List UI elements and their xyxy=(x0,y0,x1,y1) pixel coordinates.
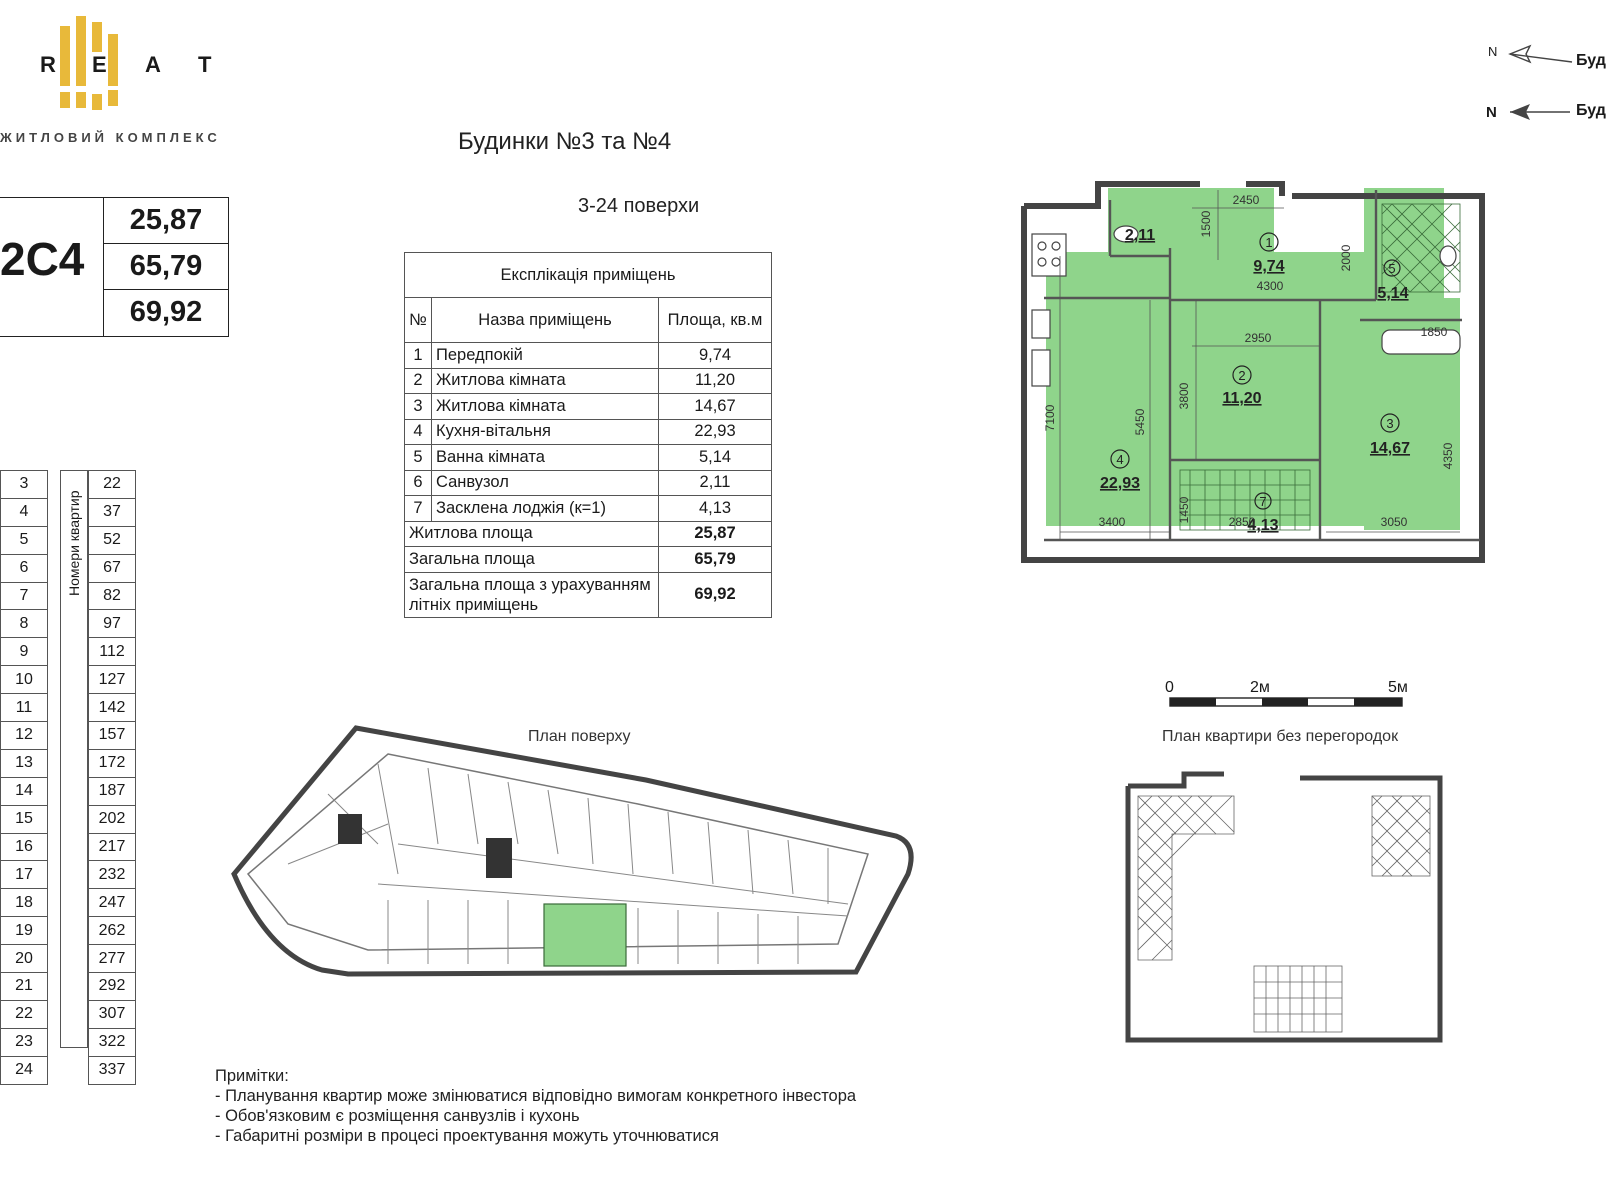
apt-row xyxy=(89,694,136,722)
room-no: 7 xyxy=(1259,494,1267,509)
apt-row xyxy=(89,749,136,777)
room-area: 11,20 xyxy=(1222,390,1262,407)
floor-row xyxy=(1,610,48,638)
apartment-number: 292 xyxy=(89,973,136,1001)
table-row: 5 Ванна кімната 5,14 xyxy=(405,445,772,471)
logo-letter: T xyxy=(198,52,212,77)
apt-row xyxy=(89,610,136,638)
apartment-number: 262 xyxy=(89,917,136,945)
north-label: N xyxy=(1486,104,1497,121)
floor-row xyxy=(1,582,48,610)
note-item: - Обов'язковим є розміщення санвузлів і кухонь xyxy=(215,1107,580,1125)
apt-row xyxy=(89,945,136,973)
apartment-plan xyxy=(1020,160,1490,580)
explication-caption: Експлікація приміщень xyxy=(405,253,772,298)
apartment-number: 82 xyxy=(89,582,136,610)
floor-row xyxy=(1,471,48,499)
apt-row xyxy=(89,666,136,694)
floor-number: 19 xyxy=(1,917,48,945)
logo-letter: A xyxy=(145,52,161,77)
floor-row xyxy=(1,945,48,973)
table-row: 6 Санвузол 2,11 xyxy=(405,470,772,496)
floor-number: 12 xyxy=(1,722,48,750)
floor-table xyxy=(0,470,48,1085)
floor-number: 6 xyxy=(1,554,48,582)
north-label: N xyxy=(1488,44,1498,59)
floor-number: 13 xyxy=(1,749,48,777)
table-row: 4 Кухня-вітальня 22,93 xyxy=(405,419,772,445)
apartment-number: 187 xyxy=(89,777,136,805)
apartment-number: 232 xyxy=(89,861,136,889)
plan-no-partitions xyxy=(1124,770,1454,1050)
dim-label: 3800 xyxy=(1177,382,1191,410)
apt-row xyxy=(89,554,136,582)
areas-summary xyxy=(103,197,229,337)
floor-row xyxy=(1,498,48,526)
floor-row xyxy=(1,861,48,889)
room-no: 1 xyxy=(1265,235,1273,250)
floor-number: 3 xyxy=(1,471,48,499)
room-area: 4,13 xyxy=(1247,517,1279,534)
total-area-summer: 69,92 xyxy=(129,296,203,328)
floor-plan xyxy=(228,724,938,1004)
note-item: - Планування квартир може змінюватися відповідно вимогам конкретного інвестора xyxy=(215,1087,857,1105)
floor-row xyxy=(1,722,48,750)
floor-row xyxy=(1,1056,48,1084)
room-area: 22,93 xyxy=(1099,475,1141,492)
floor-number: 23 xyxy=(1,1028,48,1056)
total-area: 65,79 xyxy=(104,244,228,290)
dim-label: 1850 xyxy=(1420,325,1448,339)
dim-label: 3050 xyxy=(1380,515,1408,529)
room-no: 3 xyxy=(1386,416,1394,431)
floor-number: 15 xyxy=(1,805,48,833)
logo-letter: R xyxy=(40,52,56,77)
floor-number: 9 xyxy=(1,638,48,666)
notes-title: Примітки: xyxy=(215,1067,289,1085)
floor-row xyxy=(1,1028,48,1056)
floor-number: 16 xyxy=(1,833,48,861)
floor-number: 24 xyxy=(1,1056,48,1084)
living-area: 25,87 xyxy=(104,198,228,244)
apartment-number: 322 xyxy=(89,1028,136,1056)
floor-row xyxy=(1,917,48,945)
apartment-number: 172 xyxy=(89,749,136,777)
floor-number: 4 xyxy=(1,498,48,526)
floor-plan-caption: План поверху xyxy=(528,728,631,745)
room-no: 5 xyxy=(1388,261,1396,276)
floor-row xyxy=(1,666,48,694)
room-area: 2,11 xyxy=(1124,227,1156,244)
notes xyxy=(215,1066,856,1146)
table-row: 1 Передпокій 9,74 xyxy=(405,343,772,369)
apt-row xyxy=(89,861,136,889)
total-row: Загальна площа з урахуванням літніх приміщень 69,92 xyxy=(405,572,772,617)
table-row: 7 Засклена лоджія (к=1) 4,13 xyxy=(405,496,772,522)
floor-number: 18 xyxy=(1,889,48,917)
room-area: 9,74 xyxy=(1253,258,1285,275)
floor-number: 21 xyxy=(1,973,48,1001)
table-row: 3 Житлова кімната 14,67 xyxy=(405,394,772,420)
dim-label: 1500 xyxy=(1199,210,1213,238)
apartment-code: 2С4 xyxy=(0,233,85,285)
apartment-number: 127 xyxy=(89,666,136,694)
apartment-numbers-label: Номери квартир xyxy=(60,470,88,1048)
apartment-number: 247 xyxy=(89,889,136,917)
apt-row xyxy=(89,638,136,666)
col-header-area: Площа, кв.м xyxy=(659,298,772,343)
apartment-number: 202 xyxy=(89,805,136,833)
apt-row xyxy=(89,833,136,861)
floor-number: 17 xyxy=(1,861,48,889)
floor-row xyxy=(1,694,48,722)
apartment-number: 217 xyxy=(89,833,136,861)
apartment-number: 157 xyxy=(89,722,136,750)
table-row: 2 Житлова кімната 11,20 xyxy=(405,368,772,394)
apt-row xyxy=(89,777,136,805)
dim-label: 2000 xyxy=(1339,244,1353,272)
floor-row xyxy=(1,554,48,582)
apartment-number: 307 xyxy=(89,1000,136,1028)
floor-number: 5 xyxy=(1,526,48,554)
room-no: 4 xyxy=(1116,452,1124,467)
apt-row xyxy=(89,973,136,1001)
floor-row xyxy=(1,805,48,833)
total-row: Житлова площа 25,87 xyxy=(405,521,772,547)
apt-row xyxy=(89,582,136,610)
apt-row xyxy=(89,805,136,833)
apartment-number: 337 xyxy=(89,1056,136,1084)
apartment-table xyxy=(88,470,136,1085)
dim-label: 7100 xyxy=(1043,404,1057,432)
floor-number: 11 xyxy=(1,694,48,722)
floor-row xyxy=(1,833,48,861)
apartment-number: 97 xyxy=(89,610,136,638)
dim-label: 3400 xyxy=(1098,515,1126,529)
floor-row xyxy=(1,1000,48,1028)
apt-row xyxy=(89,498,136,526)
apt-row xyxy=(89,526,136,554)
dim-label: 4300 xyxy=(1256,279,1284,293)
apartment-number: 37 xyxy=(89,498,136,526)
explication-table xyxy=(404,252,772,618)
apartment-number: 112 xyxy=(89,638,136,666)
floor-number: 8 xyxy=(1,610,48,638)
apartment-number: 67 xyxy=(89,554,136,582)
apt-row xyxy=(89,1028,136,1056)
floor-row xyxy=(1,638,48,666)
page-title: Будинки №3 та №4 xyxy=(458,128,672,155)
apartment-number: 277 xyxy=(89,945,136,973)
floor-row xyxy=(1,749,48,777)
floor-number: 14 xyxy=(1,777,48,805)
building-label: Буд xyxy=(1576,52,1606,69)
dim-label: 4350 xyxy=(1441,442,1455,470)
note-item: - Габаритні розміри в процесі проектування можуть уточнюватися xyxy=(215,1127,719,1145)
room-area: 5,14 xyxy=(1377,285,1409,302)
dim-label: 1450 xyxy=(1177,496,1191,524)
building-label: Буд xyxy=(1576,102,1606,119)
highlighted-apartment xyxy=(544,904,626,966)
room-no: 2 xyxy=(1238,368,1246,383)
col-header-name: Назва приміщень xyxy=(432,298,659,343)
room-area: 14,67 xyxy=(1369,440,1411,457)
floor-row xyxy=(1,889,48,917)
apt-row xyxy=(89,722,136,750)
apartment-number: 22 xyxy=(89,471,136,499)
floor-number: 20 xyxy=(1,945,48,973)
dim-label: 2450 xyxy=(1232,193,1260,207)
no-partitions-caption: План квартири без перегородок xyxy=(1162,728,1399,745)
floor-number: 22 xyxy=(1,1000,48,1028)
floor-row xyxy=(1,526,48,554)
apt-row xyxy=(89,471,136,499)
apartment-number: 142 xyxy=(89,694,136,722)
logo-letter: E xyxy=(92,52,107,77)
total-row: Загальна площа 65,79 xyxy=(405,547,772,573)
floor-row xyxy=(1,973,48,1001)
apt-row xyxy=(89,1000,136,1028)
dim-label: 5450 xyxy=(1133,408,1147,436)
dim-label: 2850 xyxy=(1228,515,1256,529)
floor-number: 10 xyxy=(1,666,48,694)
floors-range: 3-24 поверхи xyxy=(578,195,700,217)
apt-row xyxy=(89,889,136,917)
apartment-number: 52 xyxy=(89,526,136,554)
apt-row xyxy=(89,1056,136,1084)
floor-row xyxy=(1,777,48,805)
logo-subtitle: ЖИТЛОВИЙ КОМПЛЕКС xyxy=(0,130,221,145)
dim-label: 2950 xyxy=(1244,331,1272,345)
floor-number: 7 xyxy=(1,582,48,610)
col-header-no: № xyxy=(405,298,432,343)
apt-row xyxy=(89,917,136,945)
